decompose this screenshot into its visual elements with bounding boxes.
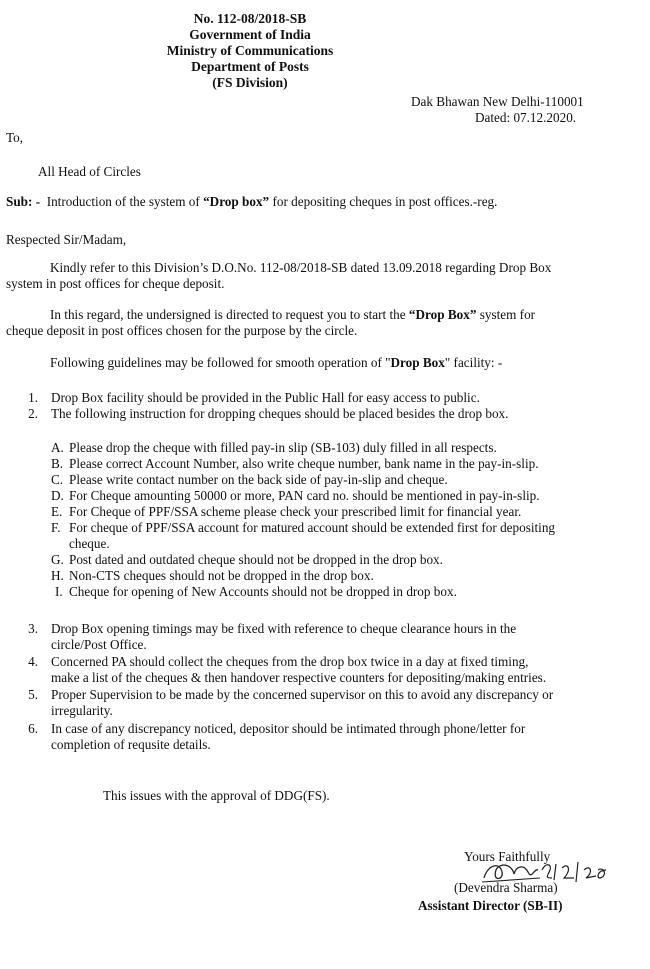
list-item-number: 4. [28, 654, 38, 669]
para2-after: system for [476, 307, 536, 322]
sublist-letter: D. [51, 488, 64, 503]
sublist-text: For cheque of PPF/SSA account for matured account should be extended first for depositing [69, 520, 556, 535]
sublist-text: Non-CTS cheques should not be dropped in the drop box. [69, 568, 374, 583]
place-line: Dak Bhawan New Delhi-110001 [411, 94, 584, 109]
para3-after: " facility: - [444, 355, 503, 370]
sublist-text: Please drop the cheque with filled pay-in slip (SB-103) duly filled in all respects. [69, 440, 497, 455]
approval-line: This issues with the approval of DDG(FS). [103, 788, 330, 803]
list-item-text-continued: circle/Post Office. [51, 637, 147, 652]
para3-line [50, 355, 502, 371]
list-item-text: Proper Supervision to be made by the concerned supervisor on this to avoid any discrepancy or [51, 687, 554, 702]
para2-line1 [50, 307, 535, 323]
sublist-text: For Cheque of PPF/SSA scheme please check your prescribed limit for financial year. [69, 504, 522, 519]
subject-text-before: Introduction of the system of [46, 194, 204, 209]
sublist-letter: B. [51, 456, 64, 471]
signatory-name: (Devendra Sharma) [454, 880, 558, 895]
subject-line [6, 194, 497, 210]
signatory-designation: Assistant Director (SB-II) [418, 898, 563, 913]
department-name: Department of Posts [191, 59, 309, 74]
list-item-text: Drop Box opening timings may be fixed with reference to cheque clearance hours in the [51, 621, 517, 636]
subject-highlight: “Drop box” [203, 194, 270, 209]
sublist-letter: H. [51, 568, 64, 583]
addressee: All Head of Circles [38, 164, 141, 179]
para2-line2: cheque deposit in post offices chosen for the purpose by the circle. [6, 323, 358, 338]
government-name: Government of India [189, 27, 311, 42]
date-line: Dated: 07.12.2020. [475, 110, 577, 125]
division-name: (FS Division) [212, 75, 288, 90]
sublist-letter: I. [55, 584, 63, 599]
list-item-text: Drop Box facility should be provided in the Public Hall for easy access to public. [51, 390, 480, 405]
list-item-number: 1. [28, 390, 38, 405]
list-item-number: 6. [28, 721, 38, 736]
sublist-text: Please correct Account Number, also write cheque number, bank name in the pay-in-slip. [69, 456, 539, 471]
sublist-letter: A. [51, 440, 64, 455]
ministry-name: Ministry of Communications [166, 43, 334, 58]
subject-label: Sub: - [6, 194, 41, 209]
list-item-text-continued: make a list of the cheques & then handover respective counters for depositing/making entries. [51, 670, 547, 685]
file-number: No. 112-08/2018-SB [193, 11, 307, 26]
list-item-text-continued: irregularity. [51, 703, 113, 718]
to-label: To, [6, 130, 24, 145]
para3-before: Following guidelines may be followed for smooth operation of " [50, 355, 391, 370]
sublist-text: Cheque for opening of New Accounts should not be dropped in drop box. [69, 584, 457, 599]
sublist-letter: C. [51, 472, 64, 487]
list-item-number: 2. [28, 406, 38, 421]
list-item-number: 5. [28, 687, 38, 702]
list-item-number: 3. [28, 621, 38, 636]
list-item-text: In case of any discrepancy noticed, depositor should be intimated through phone/letter for [51, 721, 526, 736]
para2-before: In this regard, the undersigned is directed to request you to start the [50, 307, 409, 322]
list-item-text: The following instruction for dropping cheques should be placed besides the drop box. [51, 406, 509, 421]
sublist-letter: F. [51, 520, 61, 535]
para3-highlight: Drop Box [390, 355, 445, 370]
sublist-text-continued: cheque. [69, 536, 110, 551]
subject-text-after: for depositing cheques in post offices.-reg. [269, 194, 498, 209]
salutation: Respected Sir/Madam, [6, 232, 127, 247]
sublist-letter: G. [51, 552, 64, 567]
sublist-text: Please write contact number on the back side of pay-in-slip and cheque. [69, 472, 448, 487]
para1-line1: Kindly refer to this Division’s D.O.No. 112-08/2018-SB dated 13.09.2018 regarding Drop Box [50, 260, 552, 275]
closing: Yours Faithfully [464, 849, 551, 864]
sublist-letter: E. [51, 504, 63, 519]
list-item-text-continued: completion of requsite details. [51, 737, 211, 752]
sublist-text: Post dated and outdated cheque should not be dropped in the drop box. [69, 552, 443, 567]
para1-line2: system in post offices for cheque deposit. [6, 276, 225, 291]
para2-highlight: “Drop Box” [408, 307, 477, 322]
sublist-text: For Cheque amounting 50000 or more, PAN card no. should be mentioned in pay-in-slip. [69, 488, 540, 503]
list-item-text: Concerned PA should collect the cheques from the drop box twice in a day at fixed timing, [51, 654, 529, 669]
